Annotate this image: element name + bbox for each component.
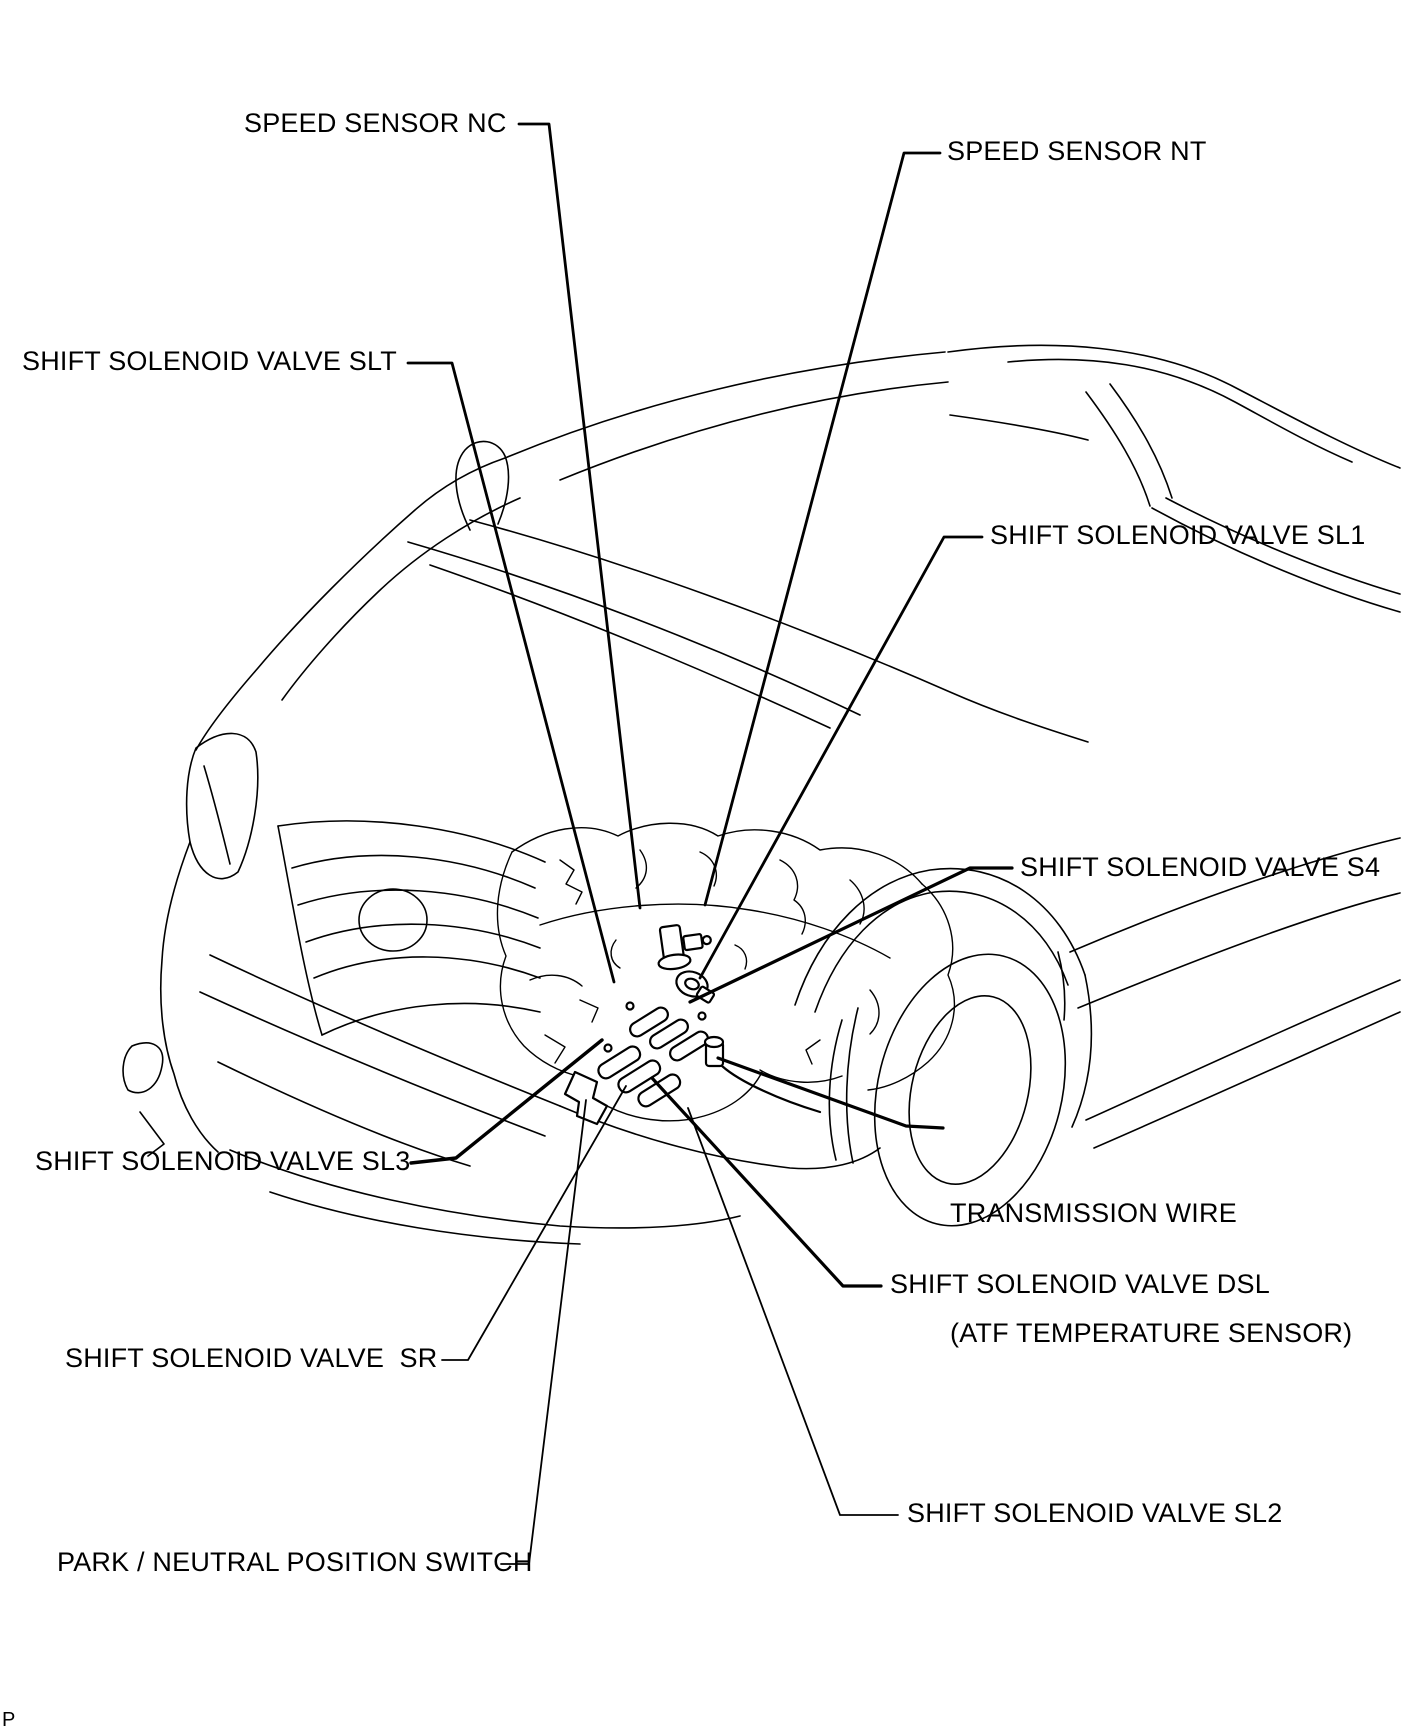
label-shift-solenoid-valve-slt: SHIFT SOLENOID VALVE SLT xyxy=(22,346,397,376)
car-body-outline xyxy=(123,345,1400,1246)
label-shift-solenoid-valve-dsl: SHIFT SOLENOID VALVE DSL xyxy=(890,1269,1270,1299)
label-shift-solenoid-valve-sl1: SHIFT SOLENOID VALVE SL1 xyxy=(990,520,1366,550)
label-park-neutral-position-switch: PARK / NEUTRAL POSITION SWITCH xyxy=(57,1547,533,1577)
park-neutral-switch-part xyxy=(565,1072,607,1124)
label-speed-sensor-nt: SPEED SENSOR NT xyxy=(947,136,1207,166)
leader-shift-solenoid-valve-sl3 xyxy=(411,1040,602,1163)
leader-shift-solenoid-valve-sl2 xyxy=(688,1108,898,1515)
label-transmission-wire-line1: TRANSMISSION WIRE xyxy=(950,1198,1237,1228)
leader-speed-sensor-nc xyxy=(519,124,640,908)
grille xyxy=(278,821,545,1035)
brand-emblem xyxy=(359,889,427,951)
speed-sensor-nt-part xyxy=(673,967,715,1003)
label-shift-solenoid-valve-sl3: SHIFT SOLENOID VALVE SL3 xyxy=(35,1146,411,1176)
label-speed-sensor-nc: SPEED SENSOR NC xyxy=(244,108,507,138)
label-shift-solenoid-valve-sl2: SHIFT SOLENOID VALVE SL2 xyxy=(907,1498,1283,1528)
leader-speed-sensor-nt xyxy=(705,153,940,905)
page-marker: P xyxy=(2,1709,16,1731)
leader-shift-solenoid-valve-s4 xyxy=(690,868,1012,1002)
engine-bay-cutaway xyxy=(497,823,954,1121)
leader-shift-solenoid-valve-sl1 xyxy=(700,537,982,978)
label-shift-solenoid-valve-s4: SHIFT SOLENOID VALVE S4 xyxy=(1020,852,1381,882)
leader-park-neutral-position-switch xyxy=(501,1100,586,1564)
label-transmission-wire-line2: (ATF TEMPERATURE SENSOR) xyxy=(950,1318,1353,1348)
speed-sensor-nc-part xyxy=(654,921,714,971)
label-shift-solenoid-valve-sr: SHIFT SOLENOID VALVE SR xyxy=(65,1343,438,1373)
